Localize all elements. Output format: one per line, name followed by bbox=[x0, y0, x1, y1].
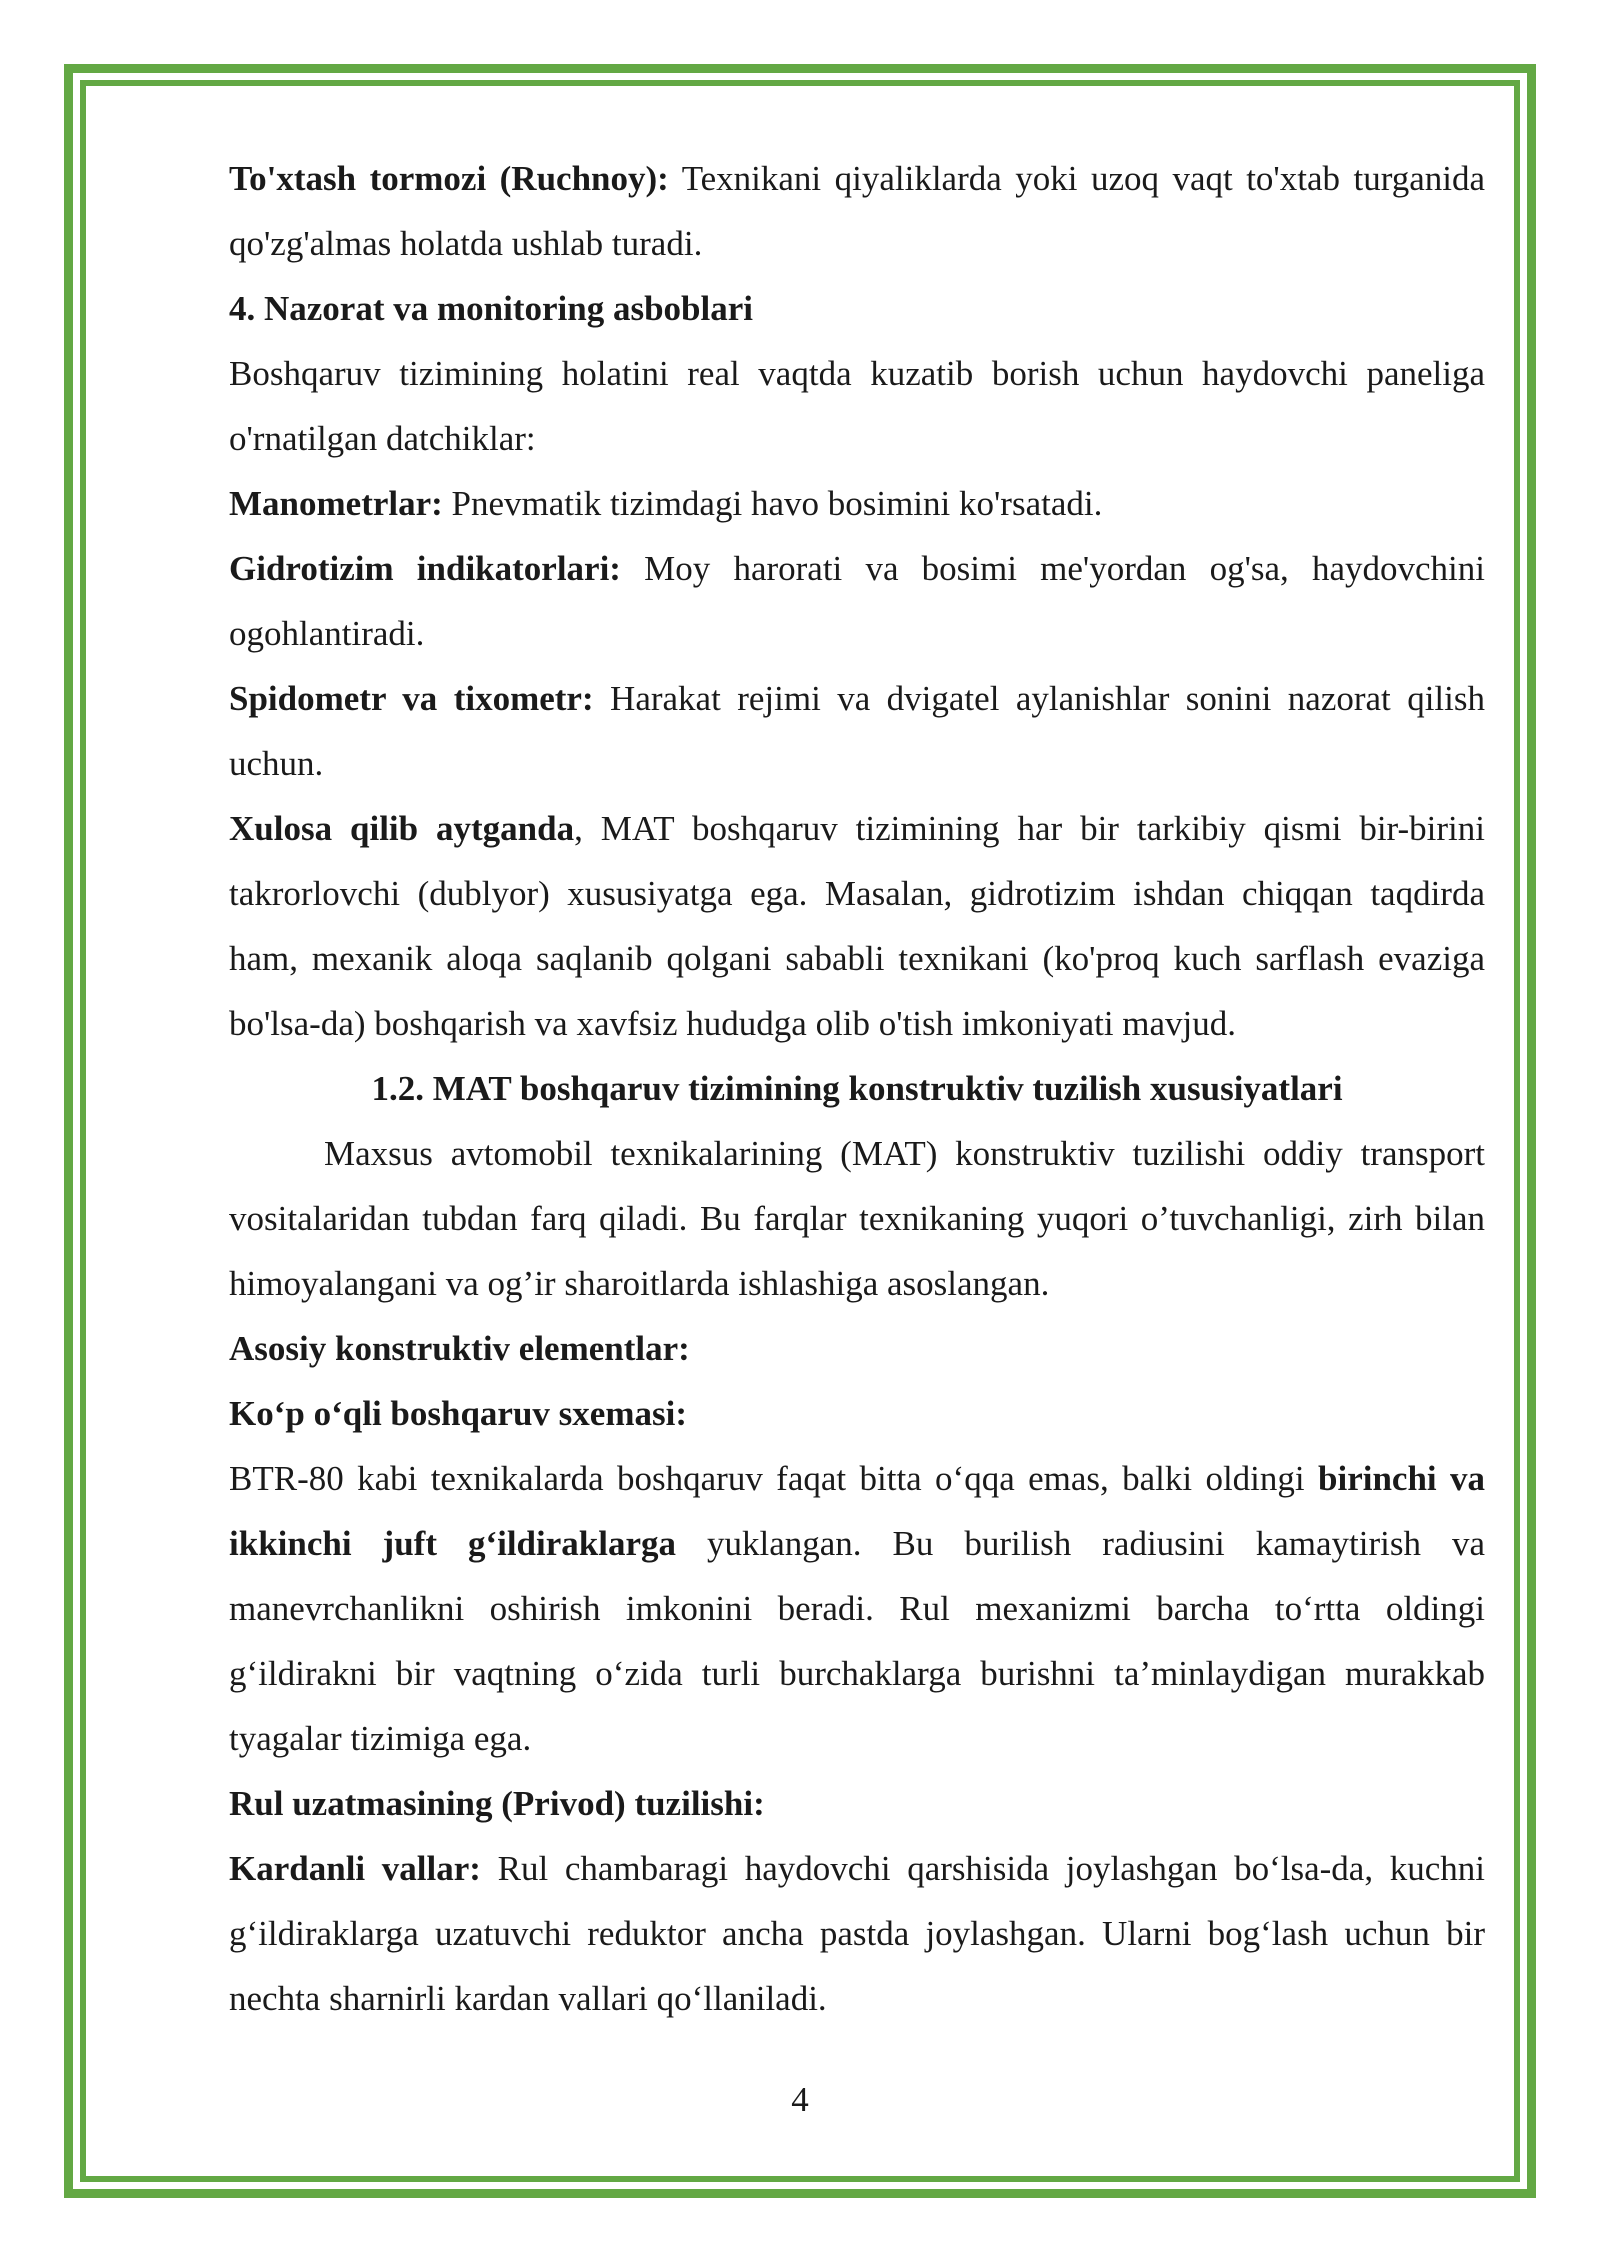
btr80-text-after: yuklangan. Bu burilish radiusini kamaytirish va manevrchanlikni oshirish imkonini beradi. Rul mexanizmi barcha to‘rtta oldingi g‘ildirakni bir vaqtning o‘zida turli burchaklarga burishni ta’minlaydigan murakkab tyagalar tizimiga ega. bbox=[229, 1524, 1485, 1758]
paragraph-cardan bbox=[229, 1836, 1485, 2031]
term-cardan: Kardanli vallar: bbox=[229, 1849, 481, 1888]
heading-elements: Asosiy konstruktiv elementlar: bbox=[229, 1329, 690, 1368]
paragraph-conclusion bbox=[229, 796, 1485, 1056]
cardan-text: Rul chambaragi haydovchi qarshisida joylashgan bo‘lsa-da, kuchni g‘ildiraklarga uzatuvchi reduktor ancha pastda joylashgan. Ularni bog‘lash uchun bir nechta sharnirli kardan vallari qo‘llaniladi. bbox=[229, 1849, 1486, 2018]
section-heading: 1.2. MAT boshqaruv tizimining konstruktiv tuzilish xususiyatlari bbox=[371, 1069, 1343, 1108]
speedometer-text: Harakat rejimi va dvigatel aylanishlar sonini nazorat qilish uchun. bbox=[229, 679, 1485, 783]
paragraph-speedometer bbox=[229, 666, 1485, 796]
paragraph-btr80 bbox=[229, 1446, 1485, 1771]
btr80-text-before: BTR-80 kabi texnikalarda boshqaruv faqat bitta o‘qqa emas, balki oldingi bbox=[229, 1459, 1318, 1498]
term-manometers: Manometrlar: bbox=[229, 484, 443, 523]
manometers-text: Pnevmatik tizimdagi havo bosimini ko'rsatadi. bbox=[442, 484, 1103, 523]
hydro-indicators-text: Moy harorati va bosimi me'yordan og'sa, haydovchini ogohlantiradi. bbox=[229, 549, 1485, 653]
parking-brake-text: Texnikani qiyaliklarda yoki uzoq vaqt to'xtab turganida qo'zg'almas holatda ushlab turadi. bbox=[229, 159, 1486, 263]
paragraph-hydro-indicators bbox=[229, 536, 1485, 666]
term-conclusion: Xulosa qilib aytganda bbox=[229, 809, 575, 848]
term-parking-brake: To'xtash tormozi (Ruchnoy): bbox=[229, 159, 669, 198]
term-speedometer: Spidometr va tixometr: bbox=[229, 679, 594, 718]
conclusion-text: , MAT boshqaruv tizimining har bir tarkibiy qismi bir-birini takrorlovchi (dublyor) xususiyatga ega. Masalan, gidrotizim ishdan chiqqan taqdirda ham, mexanik aloqa saqlanib qolgani sababli texnikani (ko'proq kuch sarflash evaziga bo'lsa-da) boshqarish va xavfsiz hududga olib o'tish imkoniyati mavjud. bbox=[229, 809, 1485, 1043]
term-hydro-indicators: Gidrotizim indikatorlari: bbox=[229, 549, 621, 588]
heading-monitoring: 4. Nazorat va monitoring asboblari bbox=[229, 289, 754, 328]
document-body bbox=[229, 146, 1485, 2031]
paragraph-mat-intro: Maxsus avtomobil texnikalarining (MAT) konstruktiv tuzilishi oddiy transport vositalaridan tubdan farq qiladi. Bu farqlar texnikaning yuqori o’tuvchanligi, zirh bilan himoyalangani va og’ir sharoitlarda ishlashiga asoslangan. bbox=[229, 1134, 1485, 1303]
heading-multi-axle: Ko‘p o‘qli boshqaruv sxemasi: bbox=[229, 1394, 687, 1433]
heading-privod: Rul uzatmasining (Privod) tuzilishi: bbox=[229, 1784, 765, 1823]
btr80-bold: birinchi va ikkinchi juft g‘ildiraklarga bbox=[229, 1459, 1485, 1563]
page-number: 4 bbox=[791, 2080, 809, 2119]
paragraph-manometers bbox=[229, 471, 1485, 536]
paragraph-parking-brake bbox=[229, 146, 1485, 276]
paragraph-sensors-intro: Boshqaruv tizimining holatini real vaqtda kuzatib borish uchun haydovchi paneliga o'rnatilgan datchiklar: bbox=[229, 354, 1485, 458]
